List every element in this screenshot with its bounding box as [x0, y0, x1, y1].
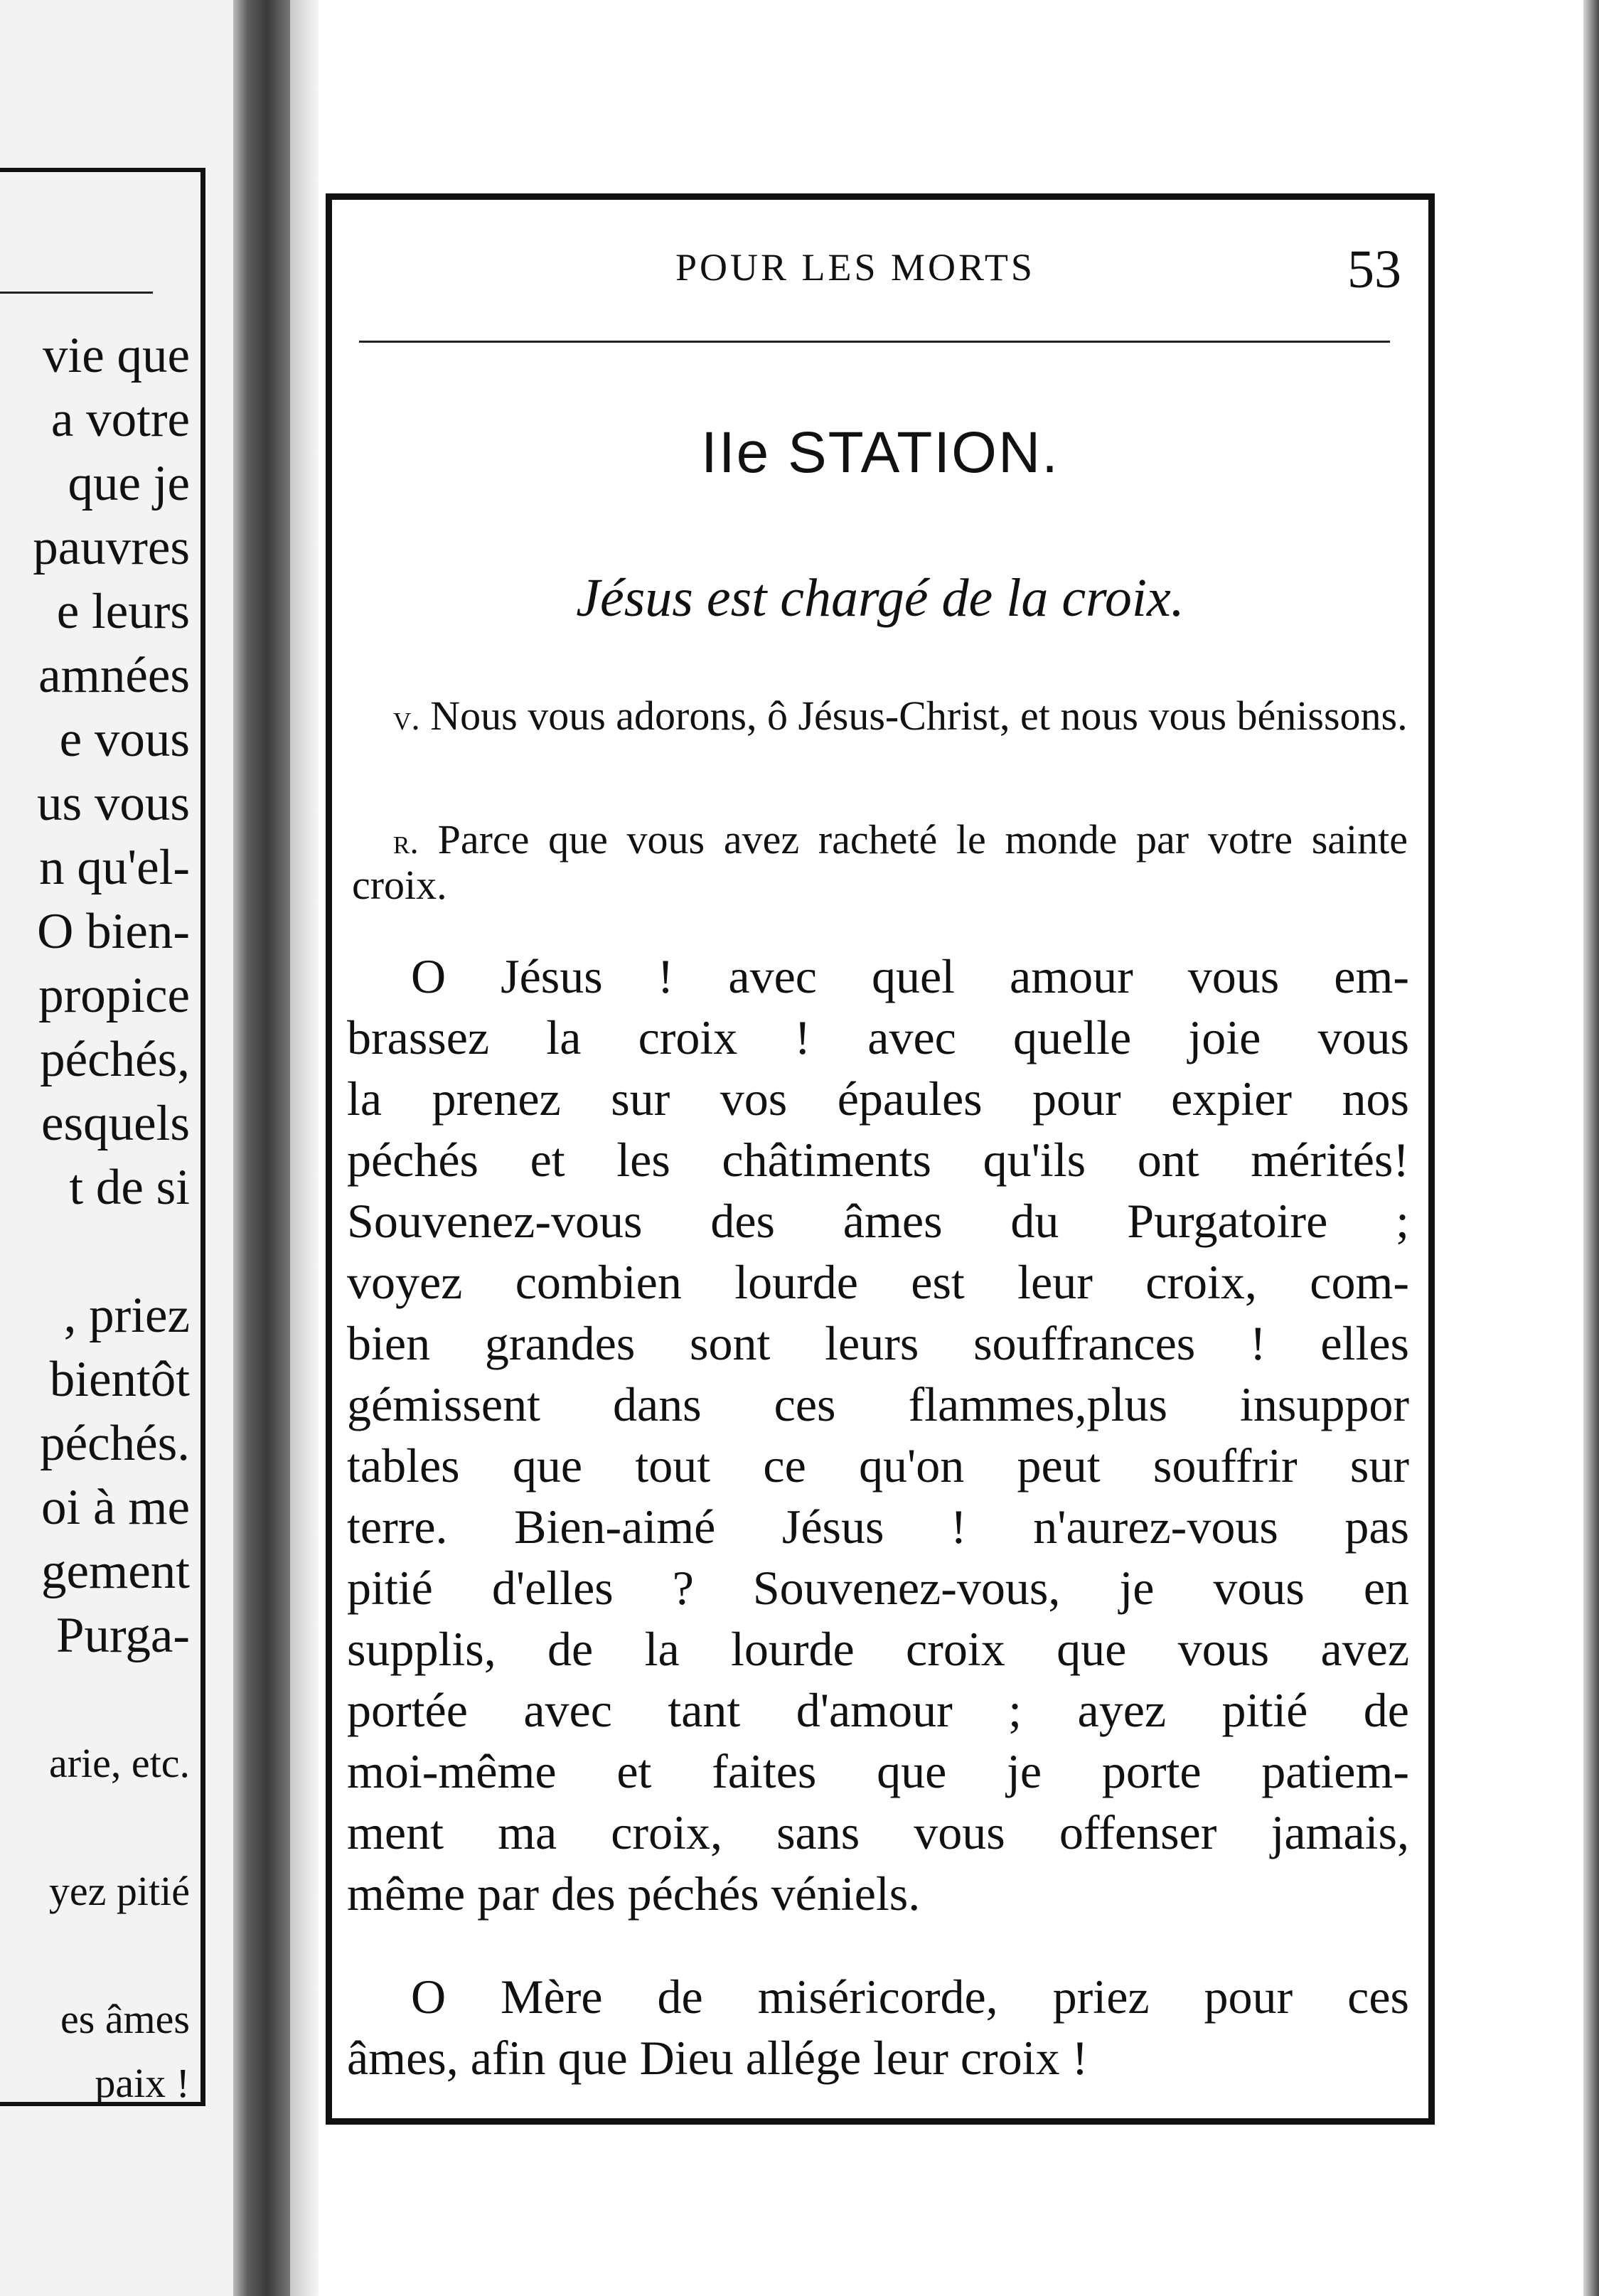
left-line: gement — [41, 1544, 190, 1599]
prayer-line: moi-même et faites que je porte patiem- — [347, 1744, 1409, 1798]
prayer-line: brassez la croix ! avec quelle joie vous — [347, 1010, 1409, 1064]
left-line: a votre — [50, 392, 190, 447]
versicle — [352, 694, 1408, 739]
page-number: 53 — [1347, 240, 1401, 299]
left-line: bientôt — [49, 1352, 190, 1407]
left-line: paix ! — [95, 2060, 190, 2106]
header-rule — [359, 341, 1390, 343]
left-line: oi à me — [41, 1480, 190, 1535]
left-line — [0, 1923, 190, 1987]
versicle-text: Nous vous adorons, ô Jésus-Christ, et nous vous bénissons. — [430, 693, 1408, 739]
left-page-text — [0, 324, 190, 2115]
response — [352, 818, 1408, 907]
invocation-line: âmes, afin que Dieu allége leur croix ! — [347, 2031, 1089, 2085]
left-page-rule — [0, 292, 153, 294]
right-page-edge — [1583, 0, 1599, 2296]
gutter-highlight — [290, 0, 319, 2296]
left-line: yez pitié — [48, 1868, 190, 1914]
prayer-line: portée avec tant d'amour ; ayez pitié de — [347, 1683, 1409, 1737]
prayer-line: pitié d'elles ? Souvenez-vous, je vous en — [347, 1561, 1409, 1615]
station-title: IIe STATION. — [701, 420, 1059, 485]
prayer-line: gémissent dans ces flammes,plus insuppor — [347, 1377, 1409, 1431]
prayer-line: péchés et les châtiments qu'ils ont mérités! — [347, 1133, 1409, 1187]
left-line: t de si — [69, 1160, 190, 1215]
response-text: Parce que vous avez racheté le monde par votre sainte croix. — [352, 816, 1408, 908]
left-line: péchés, — [40, 1032, 190, 1087]
left-facing-page — [0, 0, 238, 2296]
left-line: es âmes — [60, 1996, 190, 2042]
prayer-line: ment ma croix, sans vous offenser jamais, — [347, 1805, 1409, 1859]
response-mark: r. — [393, 821, 419, 861]
prayer-line: supplis, de la lourde croix que vous avez — [347, 1622, 1409, 1676]
prayer-line: terre. Bien-aimé Jésus ! n'aurez-vous pas — [347, 1500, 1409, 1554]
prayer-paragraph — [347, 946, 1409, 1924]
left-line: , priez — [63, 1288, 190, 1343]
prayer-line: tables que tout ce qu'on peut souffrir sur — [347, 1438, 1409, 1493]
book-gutter — [233, 0, 290, 2296]
versicle-mark: v. — [393, 698, 420, 737]
left-line: e vous — [59, 712, 190, 767]
left-line: que je — [68, 456, 190, 511]
left-line: O bien- — [37, 904, 190, 959]
prayer-line: même par des péchés véniels. — [347, 1867, 921, 1921]
left-line: pauvres — [33, 520, 190, 575]
left-line: e leurs — [56, 584, 190, 639]
prayer-line: bien grandes sont leurs souffrances ! elles — [347, 1316, 1409, 1370]
marian-invocation — [347, 1966, 1409, 2088]
left-line: esquels — [41, 1096, 190, 1151]
left-line: arie, etc. — [48, 1740, 190, 1786]
prayer-line: Souvenez-vous des âmes du Purgatoire ; — [347, 1194, 1409, 1248]
left-line: péchés. — [40, 1416, 190, 1471]
prayer-line: voyez combien lourde est leur croix, com- — [347, 1255, 1409, 1309]
prayer-line: O Jésus ! avec quel amour vous em- — [411, 949, 1409, 1003]
left-line: n qu'el- — [39, 840, 190, 895]
left-line: us vous — [36, 776, 190, 831]
left-line: Purga- — [55, 1608, 190, 1663]
left-line: vie que — [42, 328, 190, 383]
station-subtitle: Jésus est chargé de la croix. — [576, 568, 1184, 628]
left-line: amnées — [38, 648, 190, 703]
invocation-line: O Mère de miséricorde, priez pour ces — [411, 1970, 1409, 2024]
left-line — [0, 1219, 190, 1283]
left-line — [0, 1667, 190, 1731]
left-line: propice — [38, 968, 190, 1023]
left-line — [0, 1795, 190, 1859]
running-title: POUR LES MORTS — [675, 246, 1035, 289]
prayer-line: la prenez sur vos épaules pour expier nos — [347, 1072, 1409, 1126]
